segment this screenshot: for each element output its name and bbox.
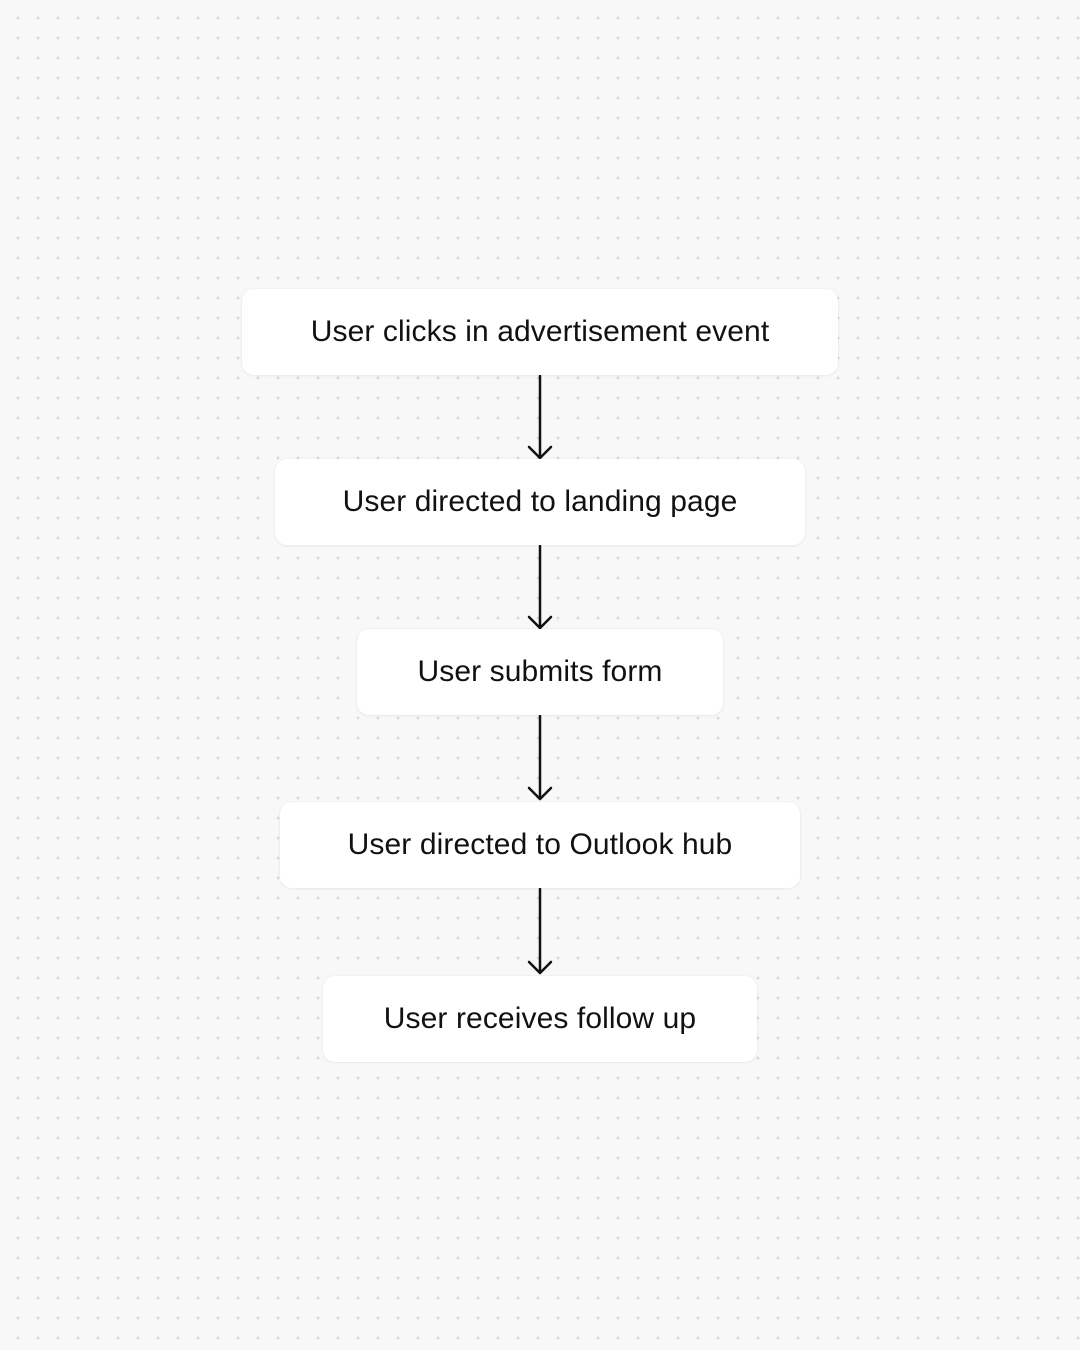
arrow-3-to-4 — [529, 716, 551, 799]
arrow-2-to-3 — [529, 546, 551, 628]
flow-step-label: User receives follow up — [383, 1002, 697, 1035]
flow-step-follow-up[interactable] — [323, 976, 757, 1062]
flow-step-label: User clicks in advertisement event — [310, 315, 770, 348]
flow-step-label: User directed to landing page — [342, 485, 738, 518]
arrow-4-to-5 — [529, 889, 551, 973]
flow-step-outlook-hub[interactable] — [280, 802, 800, 888]
arrow-1-to-2 — [529, 376, 551, 458]
flow-step-label: User submits form — [417, 655, 663, 688]
flow-step-landing-page[interactable] — [275, 459, 805, 545]
flow-step-label: User directed to Outlook hub — [347, 828, 733, 861]
flow-step-ad-click[interactable] — [242, 289, 838, 375]
flow-step-submit-form[interactable] — [357, 629, 723, 715]
